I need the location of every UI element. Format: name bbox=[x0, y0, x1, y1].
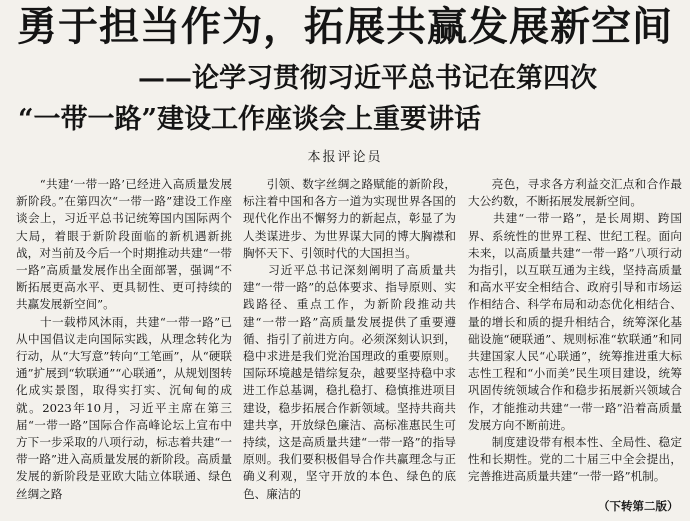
subtitle-line-2: “一带一路”建设工作座谈会上重要讲话 bbox=[18, 104, 482, 135]
article-column-2 bbox=[243, 176, 456, 521]
paragraph: “共建‘一带一路’已经进入高质量发展新阶段。”在第四次“一带一路”建设工作座谈会上，习近平总书记统筹国内国际两个大局，着眼于新阶段面临的新机遇新挑战，对当前及今后一个时期推动共建“一带一路”高质量发展作出全面部署，强调“不断拓展更高水平、更具韧性、更可持续的共赢发展新空间”。 bbox=[16, 177, 232, 312]
article-column-1 bbox=[16, 176, 232, 521]
byline: 本报评论员 bbox=[307, 150, 383, 165]
subtitle-line-1: ——论学习贯彻习近平总书记在第四次 bbox=[138, 63, 597, 94]
paragraph: 引领、数字丝绸之路赋能的新阶段，标注着中国和各方一道为实现世界各国的现代化作出不懈努力的新起点，彰显了为人类谋进步、为世界谋大同的博大胸襟和胸怀天下、引领时代的大国担当。 bbox=[243, 177, 456, 260]
continuation-note[interactable]: （下转第二版） bbox=[598, 499, 679, 513]
article-column-3 bbox=[468, 176, 682, 496]
paragraph: 制度建设带有根本性、全局性、稳定性和长期性。党的二十届三中全会提出，完善推进高质量共建“一带一路”机制。 bbox=[468, 435, 682, 484]
paragraph: 习近平总书记深刻阐明了高质量共建“一带一路”的总体要求、指导原则、实践路径、重点工作，为新阶段推动共建“一带一路”高质量发展提供了重要遵循、指引了前进方向。必须深刻认识到，稳中求进是我们党治国理政的重要原则。国际环境越是错综复杂，越要坚持稳中求进工作总基调，稳扎稳打、稳慎推进项目建设，稳步拓展合作新领域。坚持共商共建共享，开放绿色廉洁、高标准惠民生可持续，这是高质量共建“一带一路”的指导原则。我们要积极倡导合作共赢理念与正确义利观，坚守开放的本色、绿色的底色、廉洁的 bbox=[243, 263, 456, 501]
paragraph: 十一载栉风沐雨，共建“一带一路”已从中国倡议走向国际实践，从理念转化为行动，从“大写意”转向“工笔画”，从“硬联通”扩展到“软联通”“心联通”，从规划图转化成实景图，取得实打实、沉甸甸的成就。2023年10月，习近平主席在第三届“一带一路”国际合作高峰论坛上宣布中方下一步采取的八项行动，标志着共建“一带一路”进入高质量发展的新阶段。高质量发展的新阶段是亚欧大陆立体联通、绿色丝绸之路 bbox=[16, 314, 232, 501]
paragraph: 共建“一带一路”，是长周期、跨国界、系统性的世界工程、世纪工程。面向未来，以高质量共建“一带一路”八项行动为指引，以互联互通为主线，坚持高质量和高水平安全相结合、政府引导和市场运作相结合、科学布局和动态优化相结合、量的增长和质的提升相结合，统筹深化基础设施“硬联通”、规则标准“软联通”和同共建国家人民“心联通”，统筹推进重大标志性工程和“小而美”民生项目建设，统筹巩固传统领域合作和稳步拓展新兴领域合作，才能推动共建“一带一路”沿着高质量发展方向不断前进。 bbox=[468, 211, 682, 432]
headline: 勇于担当作为，拓展共赢发展新空间 bbox=[17, 4, 673, 50]
paragraph: 亮色，寻求各方利益交汇点和合作最大公约数，不断拓展发展新空间。 bbox=[468, 177, 682, 209]
